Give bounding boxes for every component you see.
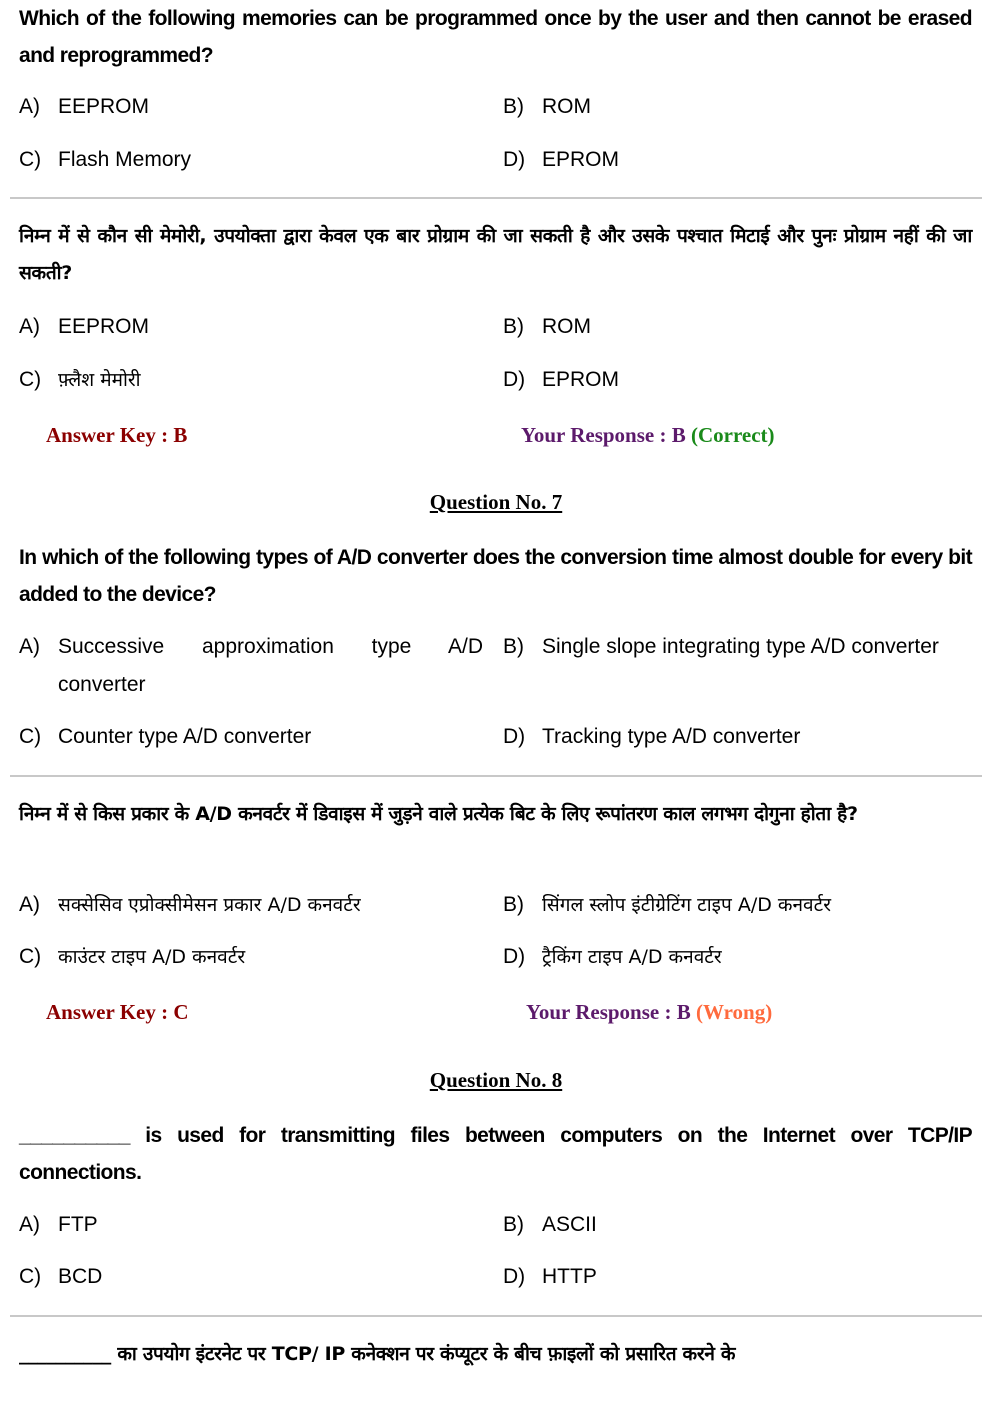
option-label: D) [503, 945, 526, 968]
question-text-hindi: __________ का उपयोग इंटरनेट पर TCP/ IP कनेक्शन पर कंप्यूटर के बीच फ़ाइलों को प्रसारित करने के [19, 1343, 736, 1365]
option-a [19, 308, 484, 346]
option-label: C) [19, 725, 42, 748]
option-label: A) [19, 95, 40, 118]
answer-key: Answer Key : C [46, 1000, 189, 1024]
divider [10, 1315, 982, 1317]
option-d [503, 361, 973, 399]
option-c [19, 141, 484, 179]
question-text: In which of the following types of A/D converter does the conversion time almost double for every bit added to the device? [19, 546, 972, 606]
option-label: B) [503, 95, 524, 118]
option-text: ROM [542, 315, 591, 338]
option-text: EPROM [542, 148, 620, 171]
option-c [19, 361, 484, 399]
question-text-hindi: निम्न में से किस प्रकार के A/D कनवर्टर में डिवाइस में जुड़ने वाले प्रत्येक बिट के लिए रूपांतरण काल लगभग दोगुना होता है? [19, 803, 858, 825]
option-label: D) [503, 1265, 526, 1288]
question-text: __________ is used for transmitting files between computers on the Internet over TCP/IP connections. [19, 1124, 972, 1184]
option-c [19, 938, 484, 976]
option-d [503, 718, 973, 756]
answer-key: Answer Key : B [46, 423, 188, 447]
response-status: (Correct) [690, 423, 775, 447]
option-label: C) [19, 148, 42, 171]
option-text: ASCII [542, 1213, 597, 1236]
option-d [503, 938, 973, 976]
response-value: Your Response : B [526, 1000, 691, 1024]
option-label: C) [19, 368, 42, 391]
question-number: Question No. 7 [429, 490, 563, 514]
response-status: (Wrong) [695, 1000, 773, 1024]
option-b [503, 628, 973, 666]
option-a [19, 1206, 484, 1244]
option-label: A) [19, 315, 40, 338]
option-text: FTP [58, 1213, 98, 1236]
question-number: Question No. 8 [429, 1068, 563, 1092]
option-text: सिंगल स्लोप इंटीग्रेटिंग टाइप A/D कनवर्टर [542, 894, 831, 916]
option-text: फ़्लैश मेमोरी [58, 369, 141, 391]
question-text-hindi: निम्न में से कौन सी मेमोरी, उपयोक्ता द्वारा केवल एक बार प्रोग्राम की जा सकती है और उसके पश्चात मिटाई और पुनः प्रोग्राम नहीं की जा सकती? [19, 225, 972, 284]
option-text: सक्सेसिव एप्रोक्सीमेसन प्रकार A/D कनवर्टर [58, 894, 361, 916]
option-text: HTTP [542, 1265, 597, 1288]
option-label: B) [503, 1213, 524, 1236]
option-c [19, 1258, 484, 1296]
question-text: Which of the following memories can be programmed once by the user and then cannot be erased and reprogrammed? [19, 7, 972, 67]
option-d [503, 141, 973, 179]
option-a [19, 88, 484, 126]
option-label: B) [503, 893, 524, 916]
option-label: D) [503, 368, 526, 391]
response-value: Your Response : B [521, 423, 686, 447]
option-text: ROM [542, 95, 591, 118]
your-response [526, 1000, 772, 1025]
option-c [19, 718, 484, 756]
option-text: EEPROM [58, 95, 150, 118]
option-label: C) [19, 945, 42, 968]
option-text: ट्रैकिंग टाइप A/D कनवर्टर [542, 946, 722, 968]
option-text: Single slope integrating type A/D converter [542, 635, 939, 658]
option-b [503, 308, 973, 346]
option-text: Counter type A/D converter [58, 725, 312, 748]
option-label: C) [19, 1265, 42, 1288]
option-b [503, 886, 973, 924]
option-label: D) [503, 725, 526, 748]
option-label: A) [19, 1213, 40, 1236]
option-text: Flash Memory [58, 148, 192, 171]
option-text: EEPROM [58, 315, 150, 338]
divider [10, 197, 982, 199]
option-d [503, 1258, 973, 1296]
option-text: EPROM [542, 368, 620, 391]
your-response [521, 423, 775, 448]
option-b [503, 1206, 973, 1244]
option-a [19, 628, 484, 704]
option-b [503, 88, 973, 126]
option-text: Tracking type A/D converter [542, 725, 801, 748]
option-label: A) [19, 893, 40, 916]
divider [10, 775, 982, 777]
option-text: BCD [58, 1265, 103, 1288]
option-label: A) [19, 635, 40, 658]
option-label: B) [503, 635, 524, 658]
option-text: Successive approximation type A/D converter [58, 635, 483, 696]
option-label: D) [503, 148, 526, 171]
option-text: काउंटर टाइप A/D कनवर्टर [58, 946, 246, 968]
option-a [19, 886, 484, 924]
option-label: B) [503, 315, 524, 338]
